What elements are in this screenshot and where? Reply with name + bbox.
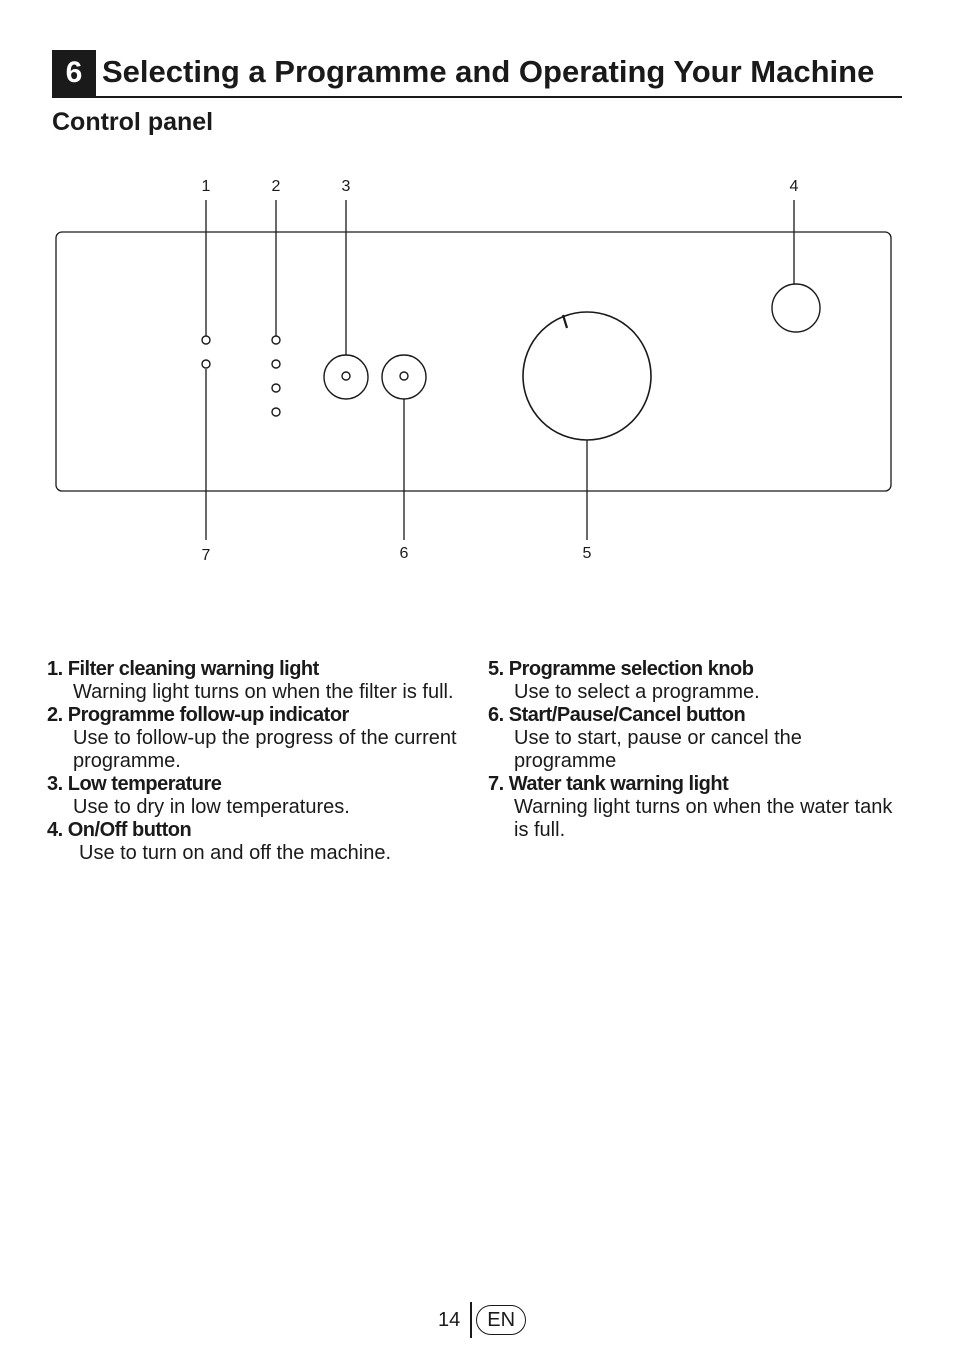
- filter-cleaning-warning-light: [202, 336, 210, 344]
- water-tank-warning-light: [202, 360, 210, 368]
- legend-description: Use to follow-up the progress of the current programme.: [73, 727, 457, 772]
- chapter-number-badge: 6: [52, 50, 96, 96]
- control-panel-diagram: [0, 0, 954, 620]
- panel-outline: [56, 232, 891, 491]
- legend-description: Use to start, pause or cancel the programme: [514, 727, 802, 772]
- legend-heading: 7. Water tank warning light: [488, 773, 729, 795]
- callout-number: 2: [271, 178, 281, 195]
- callout-number: 5: [582, 545, 592, 562]
- callout-number: 3: [341, 178, 351, 195]
- callout-number: 7: [201, 547, 211, 564]
- programme-indicator-led: [272, 360, 280, 368]
- legend-item: [488, 704, 908, 773]
- callout-number: 1: [201, 178, 211, 195]
- page-footer: [438, 1302, 526, 1338]
- legend-item: [488, 773, 908, 842]
- legend-description: Warning light turns on when the filter is full.: [73, 681, 454, 703]
- legend-heading: 4. On/Off button: [47, 819, 192, 841]
- legend-description: Warning light turns on when the water tank is full.: [514, 796, 893, 841]
- legend-heading: 3. Low temperature: [47, 773, 222, 795]
- legend-item: [47, 658, 467, 704]
- legend-item: [488, 658, 908, 704]
- low-temperature-button[interactable]: [324, 355, 368, 399]
- section-title: Control panel: [52, 108, 214, 136]
- start-pause-cancel-button[interactable]: [382, 355, 426, 399]
- programme-indicator-led: [272, 408, 280, 416]
- language-badge: EN: [476, 1305, 526, 1335]
- legend-description: Use to turn on and off the machine.: [79, 842, 392, 864]
- programme-selection-knob[interactable]: [523, 312, 651, 440]
- legend-description: Use to dry in low temperatures.: [73, 796, 350, 818]
- callout-number: 4: [789, 178, 799, 195]
- legend-heading: 1. Filter cleaning warning light: [47, 658, 319, 680]
- footer-divider: [470, 1302, 472, 1338]
- callout-lines: [206, 200, 794, 540]
- page-number: 14: [438, 1308, 461, 1331]
- chapter-title: Selecting a Programme and Operating Your Machine: [102, 54, 875, 89]
- legend-left-column: [47, 658, 467, 865]
- legend-item: [47, 704, 467, 773]
- programme-indicator-led: [272, 336, 280, 344]
- legend-item: [47, 773, 467, 819]
- legend-description: Use to select a programme.: [514, 681, 760, 703]
- legend-heading: 2. Programme follow-up indicator: [47, 704, 349, 726]
- on-off-button[interactable]: [772, 284, 820, 332]
- legend-item: [47, 819, 467, 865]
- legend-right-column: [488, 658, 908, 842]
- callout-number: 6: [399, 545, 409, 562]
- legend-heading: 5. Programme selection knob: [488, 658, 754, 680]
- programme-indicator-led: [272, 384, 280, 392]
- legend-heading: 6. Start/Pause/Cancel button: [488, 704, 746, 726]
